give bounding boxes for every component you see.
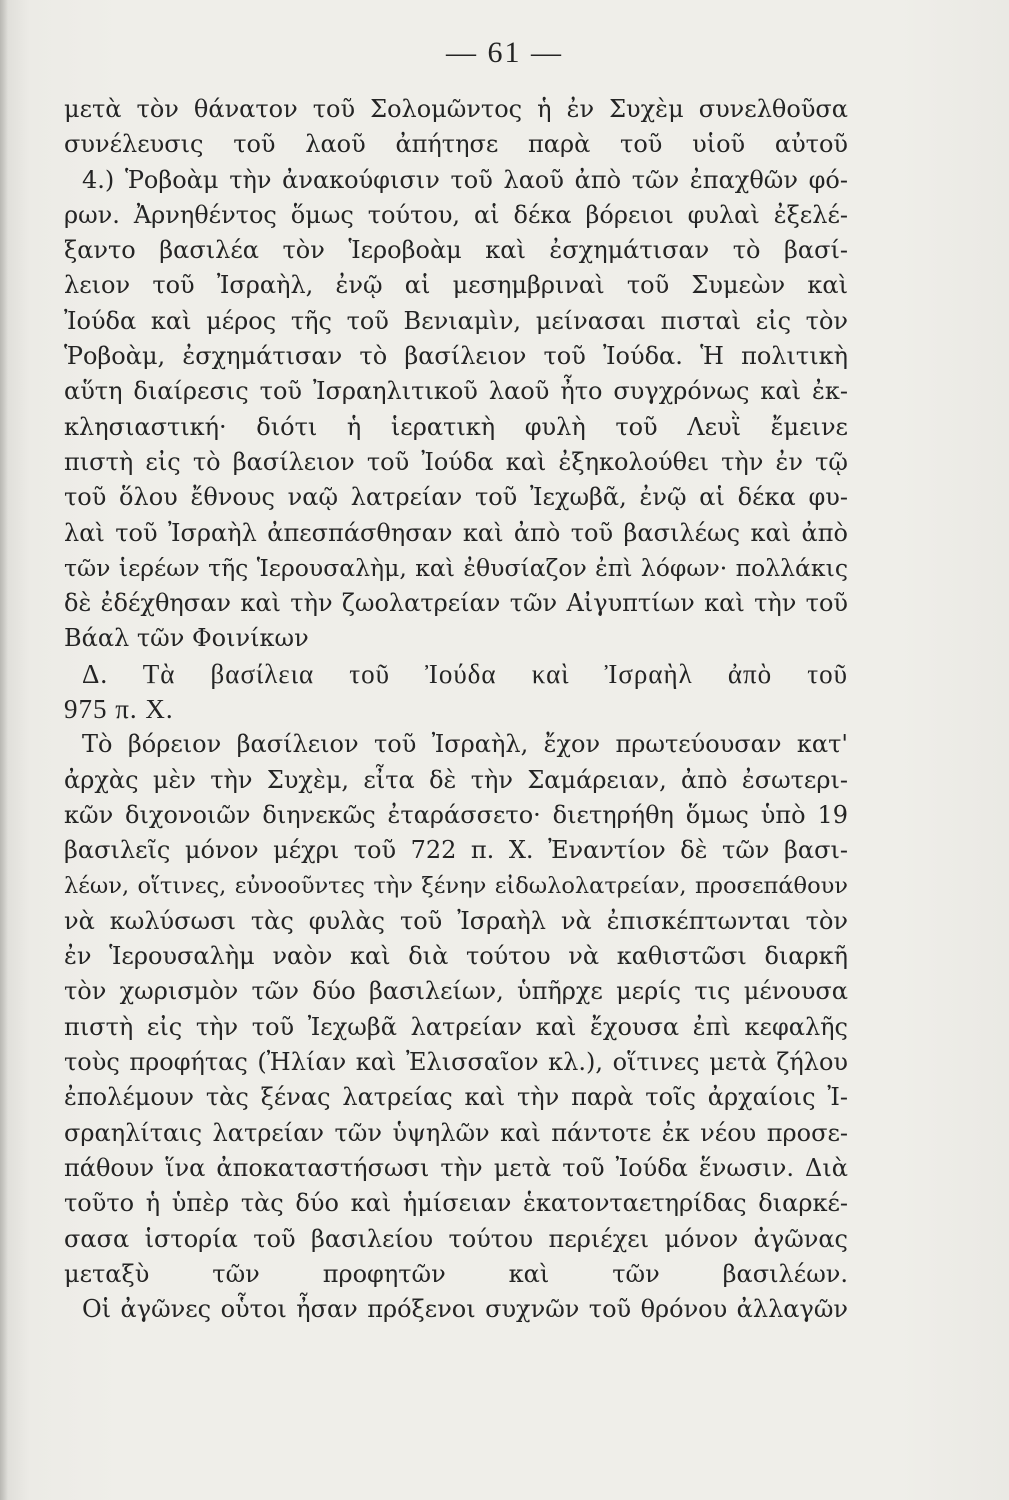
section-heading-date: 975 π. Χ. [64, 694, 174, 725]
page-number: — 61 — [446, 36, 563, 69]
text-line: Βάαλ τῶν Φοινίκων [64, 624, 309, 653]
text-line: Οἱ ἀγῶνες οὗτοι ἦσαν πρόξενοι συχνῶν τοῦ θρόνου ἀλλαγῶν [82, 1295, 848, 1324]
text-line: δὲ ἐδέχθησαν καὶ τὴν ζωολατρείαν τῶν Αἰγυπτίων καὶ τὴν τοῦ [64, 589, 848, 618]
text-line: λέων, οἵτινες, εὐνοοῦντες τὴν ξένην εἰδωλολατρείαν, προσεπάθουν [64, 872, 848, 899]
page-binding-shadow [0, 0, 8, 1500]
text-line: Ῥοβοὰμ, ἐσχημάτισαν τὸ βασίλειον τοῦ Ἰούδα. Ἡ πολιτικὴ [64, 342, 848, 371]
text-line: τὸν χωρισμὸν τῶν δύο βασιλείων, ὑπῆρχε μερίς τις μένουσα [64, 977, 848, 1006]
text-line: λαὶ τοῦ Ἰσραὴλ ἀπεσπάσθησαν καὶ ἀπὸ τοῦ βασιλέως καὶ ἀπὸ [64, 518, 848, 547]
text-line: βασιλεῖς μόνον μέχρι τοῦ 722 π. Χ. Ἐναντίον δὲ τῶν βασι- [64, 836, 848, 865]
text-line: τοῦ ὅλου ἔθνους ναῷ λατρείαν τοῦ Ἰεχωβᾶ, ἐνῷ αἱ δέκα φυ- [64, 483, 848, 512]
text-line: ρων. Ἀρνηθέντος ὅμως τούτου, αἱ δέκα βόρειοι φυλαὶ ἐξελέ- [64, 200, 848, 229]
text-line: ξαντο βασιλέα τὸν Ἱεροβοὰμ καὶ ἐσχημάτισαν τὸ βασί- [64, 236, 848, 265]
text-line: ἐπολέμουν τὰς ξένας λατρείας καὶ τὴν παρὰ τοῖς ἀρχαίοις Ἰ- [64, 1083, 848, 1112]
text-line: 4.) Ῥοβοὰμ τὴν ἀνακούφισιν τοῦ λαοῦ ἀπὸ τῶν ἐπαχθῶν φό- [82, 165, 848, 194]
text-line: νὰ κωλύσωσι τὰς φυλὰς τοῦ Ἰσραὴλ νὰ ἐπισκέπτωνται τὸν [64, 906, 848, 935]
text-line: μετὰ τὸν θάνατον τοῦ Σολομῶντος ἡ ἐν Συχὲμ συνελθοῦσα [64, 95, 848, 123]
text-line: Ἰούδα καὶ μέρος τῆς τοῦ Βενιαμὶν, μείνασαι πισταὶ εἰς τὸν [64, 306, 848, 335]
section-heading: Δ. Τὰ βασίλεια τοῦ Ἰούδα καὶ Ἰσραὴλ ἀπὸ τοῦ [82, 658, 848, 689]
text-line: μεταξὺ τῶν προφητῶν καὶ τῶν βασιλέων. [64, 1259, 848, 1288]
text-line: κλησιαστική· διότι ἡ ἱερατικὴ φυλὴ τοῦ Λευῒ ἔμεινε [64, 412, 848, 441]
text-line: κῶν διχονοιῶν διηνεκῶς ἐταράσσετο· διετηρήθη ὅμως ὑπὸ 19 [64, 800, 848, 829]
text-line: τοῦτο ἡ ὑπὲρ τὰς δύο καὶ ἡμίσειαν ἑκατονταετηρίδας διαρκέ- [64, 1189, 848, 1218]
text-line: ἐν Ἱερουσαλὴμ ναὸν καὶ διὰ τούτου νὰ καθιστῶσι διαρκῆ [64, 942, 848, 971]
text-line: σραηλίταις λατρείαν τῶν ὑψηλῶν καὶ πάντοτε ἐκ νέου προσε- [64, 1118, 848, 1147]
text-line: πιστὴ εἰς τὸ βασίλειον τοῦ Ἰούδα καὶ ἐξηκολούθει τὴν ἐν τῷ [64, 447, 848, 476]
text-line: σασα ἱστορία τοῦ βασιλείου τούτου περιέχει μόνον ἀγῶνας [64, 1224, 848, 1253]
text-line: αὕτη διαίρεσις τοῦ Ἰσραηλιτικοῦ λαοῦ ἦτο συγχρόνως καὶ ἐκ- [64, 377, 848, 406]
body-text [64, 92, 848, 1327]
text-line: πάθουν ἵνα ἀποκαταστήσωσι τὴν μετὰ τοῦ Ἰούδα ἕνωσιν. Διὰ [64, 1153, 848, 1182]
text-line: λειον τοῦ Ἰσραὴλ, ἐνῷ αἱ μεσημβριναὶ τοῦ Συμεὼν καὶ [64, 271, 848, 300]
text-line: τοὺς προφήτας (Ἠλίαν καὶ Ἐλισσαῖον κλ.), οἵτινες μετὰ ζήλου [64, 1048, 848, 1077]
text-line: τῶν ἱερέων τῆς Ἱερουσαλὴμ, καὶ ἐθυσίαζον ἐπὶ λόφων· πολλάκις [64, 553, 848, 582]
text-line: ἀρχὰς μὲν τὴν Συχὲμ, εἶτα δὲ τὴν Σαμάρειαν, ἀπὸ ἐσωτερι- [64, 765, 848, 794]
text-line: συνέλευσις τοῦ λαοῦ ἀπήτησε παρὰ τοῦ υἱοῦ αὐτοῦ [64, 130, 848, 159]
text-line: Τὸ βόρειον βασίλειον τοῦ Ἰσραὴλ, ἔχον πρωτεύουσαν κατ' [82, 730, 848, 759]
text-line: πιστὴ εἰς τὴν τοῦ Ἰεχωβᾶ λατρείαν καὶ ἔχουσα ἐπὶ κεφαλῆς [64, 1012, 848, 1041]
